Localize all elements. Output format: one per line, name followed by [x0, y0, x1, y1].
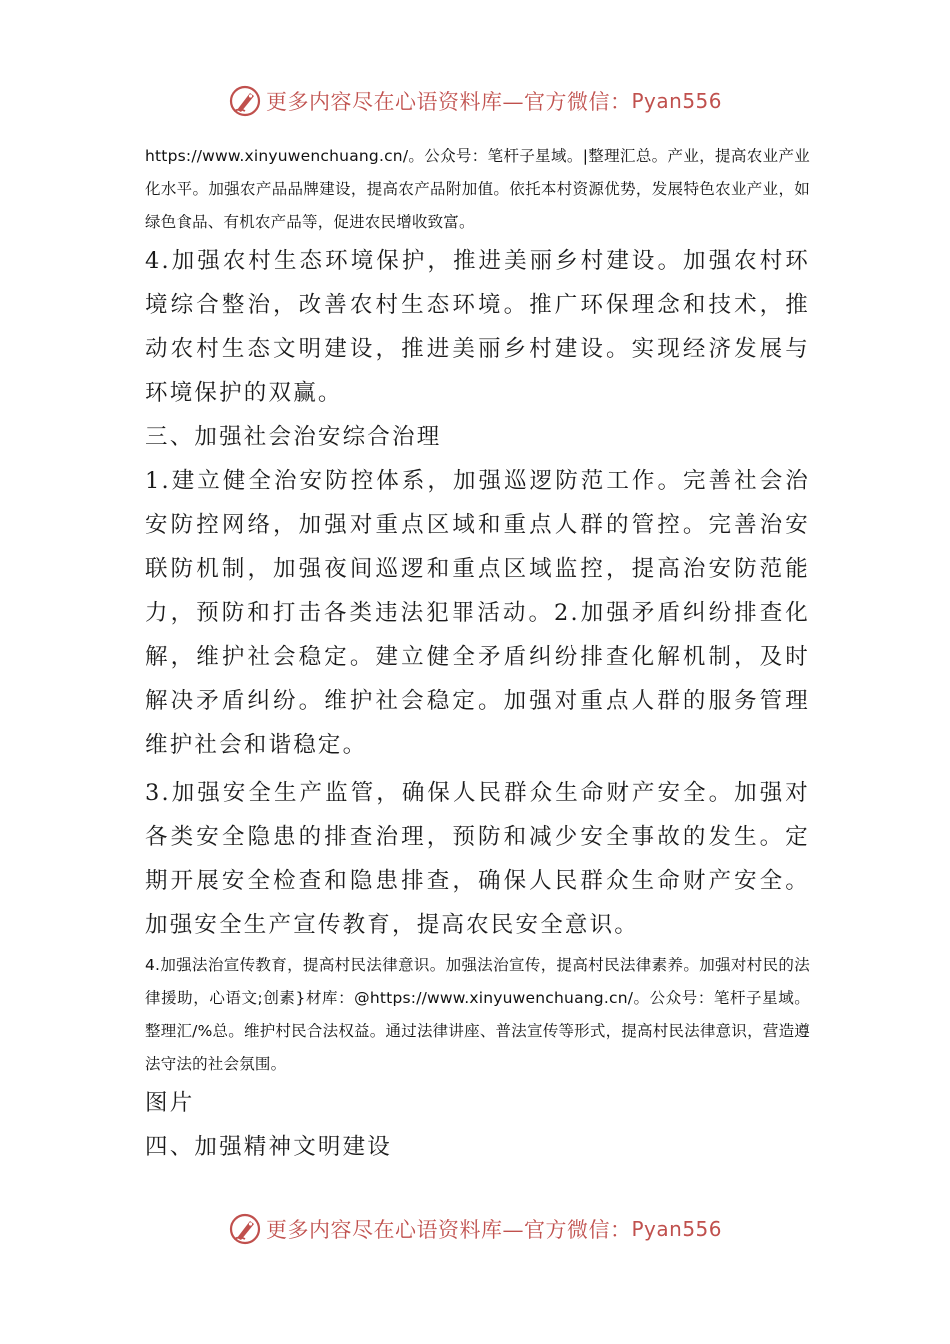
pen-nib-icon: [228, 1212, 262, 1246]
banner-text: 更多内容尽在心语资料库—官方微信：: [265, 90, 632, 114]
section-heading-security: 三、加强社会治安综合治理: [145, 424, 442, 450]
paragraph-safety: 3.加强安全生产监管，确保人民群众生命财产安全。加强对各类安全隐患的排查治理，预防和减少安全事故的发生。定期开展安全检查和隐患排查，确保人民群众生命财产安全。加强安全生产宣传教育，提高农民安全意识。: [145, 780, 810, 938]
section-heading-civilization: 四、加强精神文明建设: [145, 1134, 393, 1160]
header-banner: [0, 84, 950, 118]
footer-banner: [0, 1212, 950, 1246]
paragraph-law: 4.加强法治宣传教育，提高村民法律意识。加强法治宣传，提高村民法律素养。加强对村民的法律援助，心语文;创素}材库：@https://www.xinyuwenchuang.cn/。公众号：笔杆子星域。整理汇/%总。维护村民合法权益。通过法律讲座、普法宣传等形式，提高村民法律意识，营造遵法守法的社会氛围。: [145, 956, 810, 1073]
paragraph-intro-continued: https://www.xinyuwenchuang.cn/。公众号：笔杆子星域。|整理汇总。产业，提高农业产业化水平。加强农产品品牌建设，提高农产品附加值。依托本村资源优势，发展特色农业产业，如绿色食品、有机农产品等，促进农民增收致富。: [145, 147, 810, 231]
paragraph-patrol: 1.建立健全治安防控体系，加强巡逻防范工作。完善社会治安防控网络，加强对重点区域和重点人群的管控。完善治安联防机制，加强夜间巡逻和重点区域监控，提高治安防范能力，预防和打击各类违法犯罪活动。2.加强矛盾纠纷排查化解，维护社会稳定。建立健全矛盾纠纷排查化解机制，及时解决矛盾纠纷。维护社会稳定。加强对重点人群的服务管理维护社会和谐稳定。: [145, 468, 810, 758]
paragraph-ecology: 4.加强农村生态环境保护，推进美丽乡村建设。加强农村环境综合整治，改善农村生态环境。推广环保理念和技术，推动农村生态文明建设，推进美丽乡村建设。实现经济发展与环境保护的双赢。: [145, 248, 810, 406]
banner-wechat-id: Pyan556: [631, 89, 722, 113]
banner-text: 更多内容尽在心语资料库—官方微信：: [265, 1218, 632, 1242]
image-placeholder-label: 图片: [145, 1090, 195, 1116]
document-body: [145, 140, 810, 1169]
banner-wechat-id: Pyan556: [631, 1217, 722, 1241]
pen-nib-icon: [228, 84, 262, 118]
